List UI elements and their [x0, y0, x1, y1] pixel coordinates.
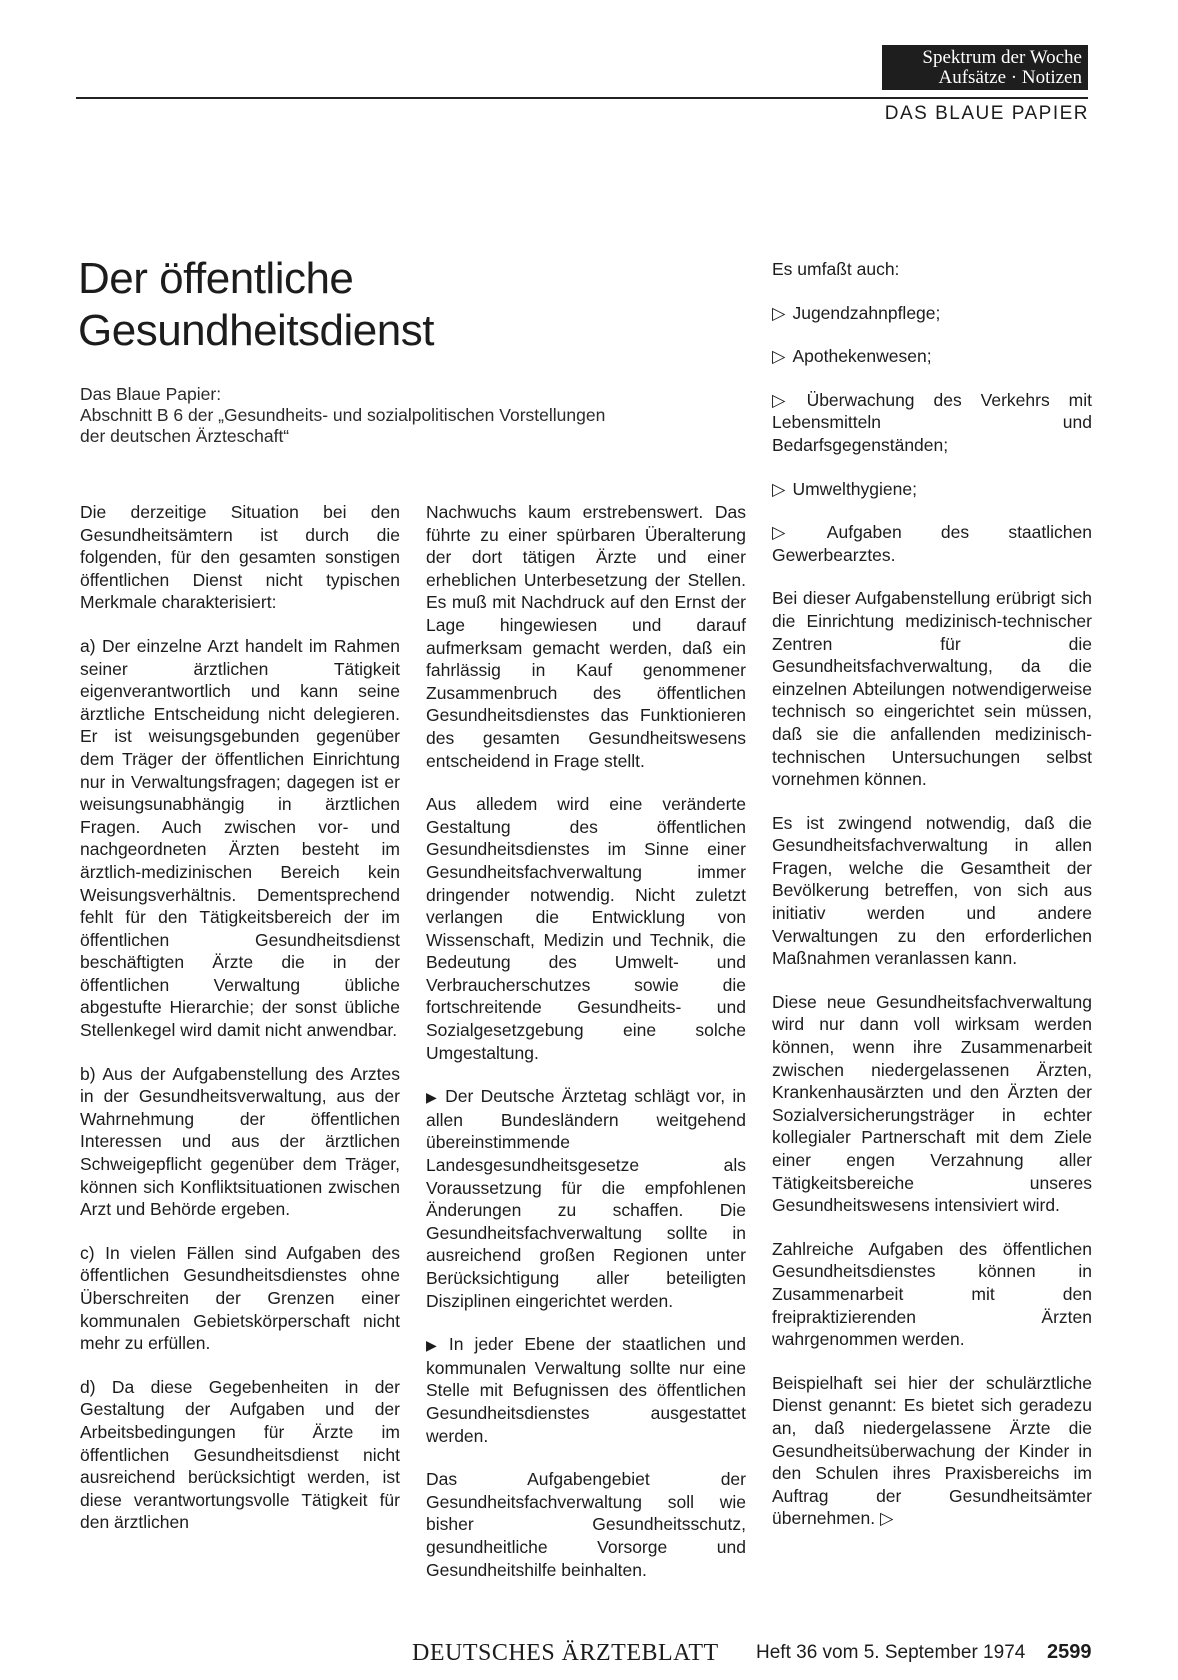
list-item: ▷ Umwelthygiene; [772, 478, 917, 499]
paragraph: c) In vielen Fällen sind Aufgaben des öffentlichen Gesundheitsdienstes ohne Überschreiten der Grenzen einer kommunalen Gebietskörperschaft nicht mehr zu erfüllen. [80, 1242, 400, 1354]
triangle-bullet-icon: ▷ [772, 346, 786, 367]
continue-arrow-icon: ▷ [880, 1508, 894, 1529]
paragraph-text: In jeder Ebene der staatlichen und kommunalen Verwaltung sollte nur eine Stelle mit Befugnissen des öffentlichen Gesundheitsdienstes ausgestattet werden. [426, 1334, 746, 1446]
arrow-bullet-icon: ▶ [426, 1337, 443, 1354]
list-item: ▷ Aufgaben des staatlichen Gewerbearztes. [772, 522, 1092, 565]
paragraph: d) Da diese Gegebenheiten in der Gestaltung der Aufgaben und der Arbeitsbedingungen für Ärzte im öffentlichen Gesundheitsdienst nicht ausreichend berücksichtigt werden, ist diese verantwortungsvolle Tätigkeit für den ärztlichen [80, 1376, 400, 1533]
text-column-3 [772, 258, 1092, 1551]
rubric-line-2: Aufsätze · Notizen [938, 67, 1082, 88]
arrow-bullet-icon: ▶ [426, 1089, 440, 1106]
paragraph-text: Der Deutsche Ärztetag schlägt vor, in allen Bundesländern weitgehend übereinstimmende Landesgesundheitsgesetze als Voraussetzung für die empfohlenen Änderungen zu schaffen. Die Gesundheitsfachverwaltung sollte in ausreichend großen Regionen unter Berücksichtigung aller beteiligten Disziplinen eingerichtet werden. [426, 1086, 746, 1311]
paragraph: Bei dieser Aufgabenstellung erübrigt sich die Einrichtung medizinisch-technischer Zentren für die Gesundheitsfachverwaltung, da die einzelnen Abteilungen notwendigerweise technisch so eingerichtet sein müssen, daß sie die anfallenden medizinisch-technischen Untersuchungen selbst vornehmen können. [772, 588, 1092, 790]
article-title [78, 253, 434, 357]
paragraph: Zahlreiche Aufgaben des öffentlichen Gesundheitsdienstes können in Zusammenarbeit mit den freipraktizierenden Ärzten wahrgenommen werden. [772, 1238, 1092, 1350]
list-lead: Es umfaßt auch: [772, 259, 900, 279]
bullet-paragraph [426, 1085, 746, 1312]
paragraph: Diese neue Gesundheitsfachverwaltung wird nur dann voll wirksam werden können, wenn ihre Zusammenarbeit zwischen niedergelassenen Ärzten, Krankenhausärzten und den Ärzten der Sozialversicherungsträger in echter kollegialer Partnerschaft mit dem Ziele einer engen Verzahnung aller Tätigkeitsbereiche unseres Gesundheitswesens intensiviert wird. [772, 991, 1092, 1216]
rubric-box [882, 45, 1088, 90]
article-intro [80, 384, 720, 447]
paragraph: b) Aus der Aufgabenstellung des Arztes in der Gesundheitsverwaltung, aus der Wahrnehmung der öffentlichen Interessen und aus der ärztlichen Schweigepflicht gegenüber dem Träger, können sich Konfliktsituationen zwischen Arzt und Behörde ergeben. [80, 1063, 400, 1220]
triangle-bullet-icon: ▷ [772, 389, 800, 410]
paragraph: a) Der einzelne Arzt handelt im Rahmen seiner ärztlichen Tätigkeit eigenverantwortlich und kann seine ärztliche Entscheidung nicht delegieren. Er ist weisungsgebunden gegenüber dem Träger der öffentlichen Einrichtung nur in Verwaltungsfragen; dagegen ist er weisungsunabhängig in ärztlichen Fragen. Auch zwischen vor- und nachgeordneten Ärzten besteht im ärztlich-medizinischen Bereich kein Weisungsverhältnis. Dementsprechend fehlt für den Tätigkeitsbereich der im öffentlichen Gesundheitsdienst beschäftigten Ärzte die in der öffentlichen Verwaltung übliche abgestufte Hierarchie; der sonst übliche Stellenkegel wird damit nicht anwendbar. [80, 635, 400, 1041]
list-item: ▷ Überwachung des Verkehrs mit Lebensmitteln und Bedarfsgegenständen; [772, 389, 1093, 455]
list-item: ▷ Jugendzahnpflege; [772, 302, 941, 323]
list-item: ▷ Apothekenwesen; [772, 346, 932, 367]
section-label: DAS BLAUE PAPIER [884, 103, 1089, 124]
footer-journal-name: DEUTSCHES ÄRZTEBLATT [412, 1640, 719, 1666]
text-column-2 [426, 501, 746, 1602]
header-rule [76, 97, 1088, 99]
title-line-1: Der öffentliche [78, 254, 354, 303]
paragraph: Aus alledem wird eine veränderte Gestaltung des öffentlichen Gesundheitsdienstes im Sinne einer Gesundheitsfachverwaltung immer dringender notwendig. Nicht zuletzt verlangen die Entwicklung von Wissenschaft, Medizin und Technik, die Bedeutung des Umwelt- und Verbraucherschutzes sowie die fortschreitende Gesundheits- und Sozialgesetzgebung eine solche Umgestaltung. [426, 794, 746, 1063]
title-line-2: Gesundheitsdienst [78, 306, 434, 355]
paragraph: Die derzeitige Situation bei den Gesundheitsämtern ist durch die folgenden, für den gesamten sonstigen öffentlichen Dienst nicht typischen Merkmale charakterisiert: [80, 502, 400, 613]
intro-line-2: Abschnitt B 6 der „Gesundheits- und sozialpolitischen Vorstellungen [80, 405, 606, 425]
text-column-1 [80, 501, 400, 1555]
rubric-line-1: Spektrum der Woche [922, 47, 1082, 68]
paragraph: Das Aufgabengebiet der Gesundheitsfachverwaltung soll wie bisher Gesundheitsschutz, gesundheitliche Vorsorge und Gesundheitshilfe beinhalten. [426, 1469, 746, 1580]
footer-issue: Heft 36 vom 5. September 1974 [756, 1642, 1026, 1663]
bullet-paragraph [426, 1333, 746, 1447]
paragraph: Nachwuchs kaum erstrebenswert. Das führte zu einer spürbaren Überalterung der dort tätigen Ärzte und einer erheblichen Unterbesetzung der Stellen. Es muß mit Nachdruck auf den Ernst der Lage hingewiesen und darauf aufmerksam gemacht werden, daß ein fahrlässig in Kauf genommener Zusammenbruch des öffentlichen Gesundheitsdienstes das Funktionieren des gesamten Gesundheitswesens entscheidend in Frage stellt. [426, 502, 746, 771]
triangle-bullet-icon: ▷ [772, 478, 786, 499]
paragraph [772, 1372, 1092, 1530]
triangle-bullet-icon: ▷ [772, 522, 820, 543]
paragraph: Es ist zwingend notwendig, daß die Gesundheitsfachverwaltung in allen Fragen, welche die Gesamtheit der Bevölkerung betreffen, von sich aus initiativ werden und andere Verwaltungen zu den erforderlichen Maßnahmen veranlassen kann. [772, 812, 1092, 969]
intro-line-1: Das Blaue Papier: [80, 384, 222, 404]
paragraph-text: Beispielhaft sei hier der schulärztliche Dienst genannt: Es bietet sich geradezu an, daß niedergelassene Ärzte die Gesundheitsüberwachung der Kinder in den Schulen ihres Praxisbereichs im Auftrag der Gesundheitsämter übernehmen. [772, 1372, 1092, 1529]
footer-page-number: 2599 [1047, 1641, 1092, 1663]
triangle-bullet-icon: ▷ [772, 302, 786, 323]
intro-line-3: der deutschen Ärzteschaft“ [80, 426, 290, 446]
